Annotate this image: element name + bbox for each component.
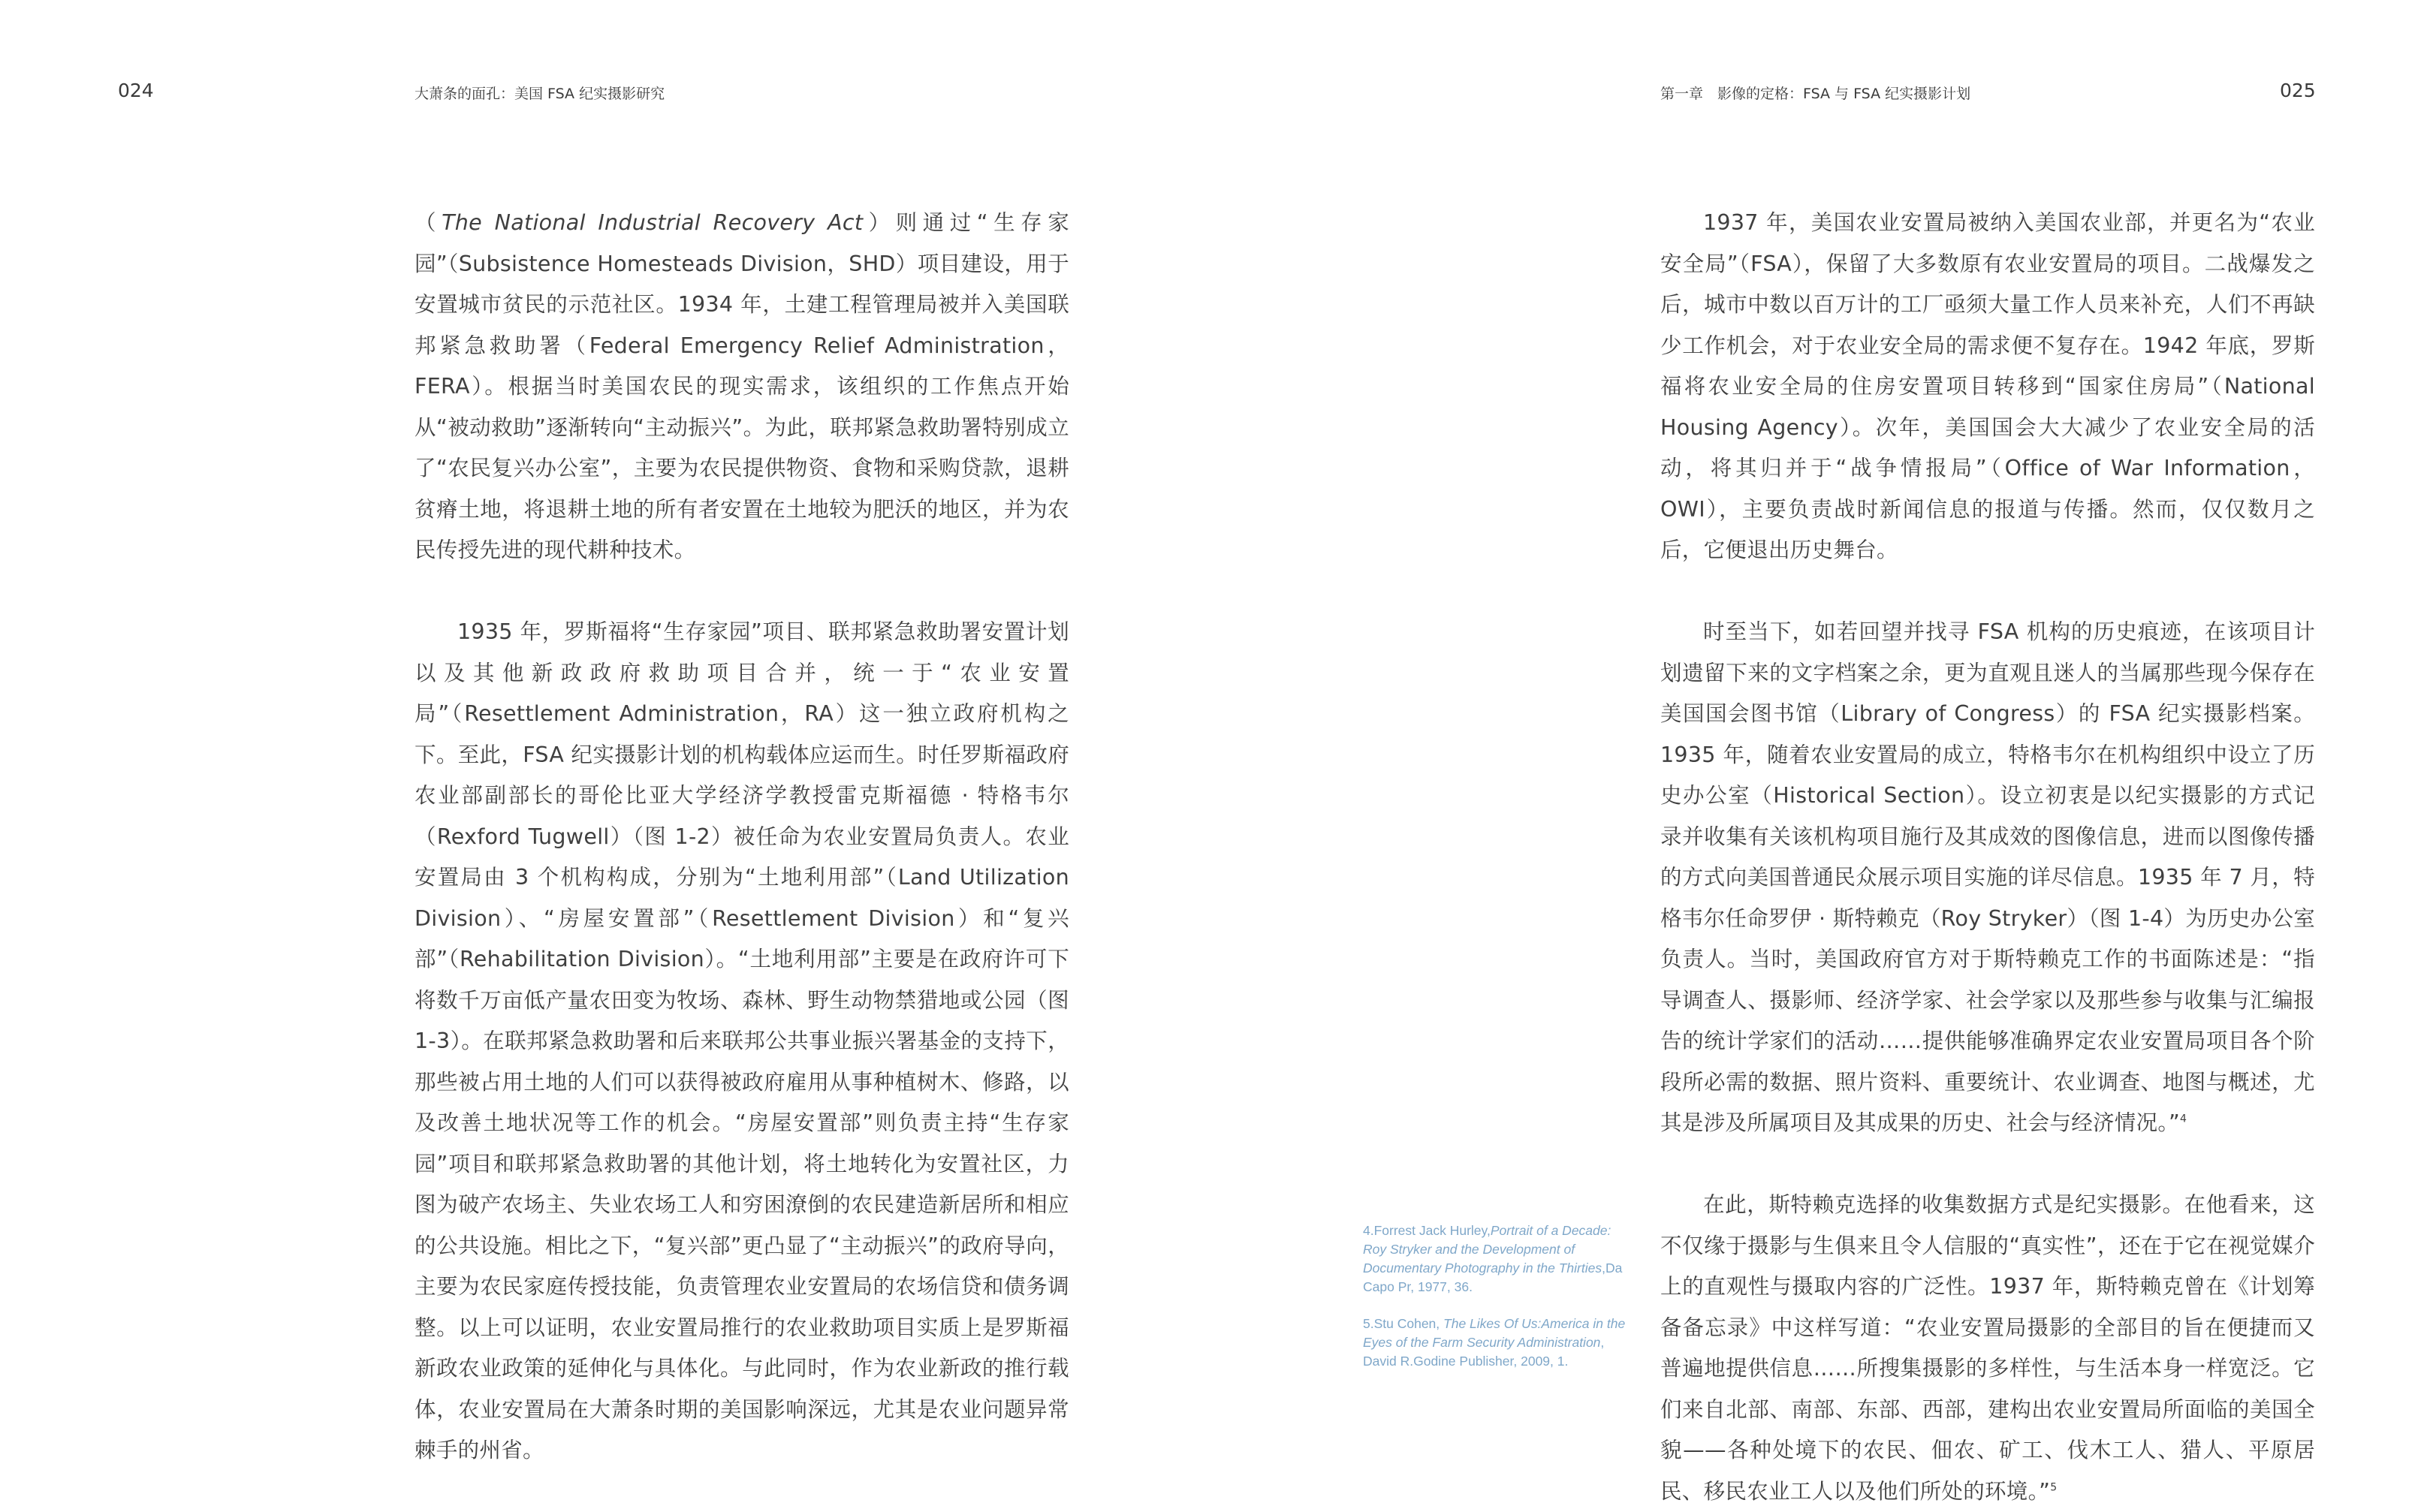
footnote-5: 5.Stu Cohen, The Likes Of Us:America in the Eyes of the Farm Security Administration, David R.Godine Publisher, 2009, 1. <box>1363 1316 1626 1369</box>
footnote-4: 4.Forrest Jack Hurley,Portrait of a Decade: Roy Stryker and the Development of Documentary Photography in the Thirties,Da Capo Pr, 1977, 36. <box>1363 1223 1623 1294</box>
left-paragraph-1: （The National Industrial Recovery Act）则通过“生存家园”（Subsistence Homesteads Division，SHD）项目建设，用于安置城市贫民的示范社区。1934 年，土建工程管理局被并入美国联邦紧急救助署（Federal Emergency Relief Administration，FERA）。根据当时美国农民的现实需求，该组织的工作焦点开始从“被动救助”逐渐转向“主动振兴”。为此，联邦紧急救助署特别成立了“农民复兴办公室”，主要为农民提供物资、食物和采购贷款，退耕贫瘠土地，将退耕土地的所有者安置在土地较为肥沃的地区，并为农民传授先进的现代耕种技术。 <box>415 210 1069 562</box>
footnotes <box>1363 1221 1635 1389</box>
footnote-ref-5: 5 <box>2050 1481 2058 1493</box>
left-paragraph-2: 1935 年，罗斯福将“生存家园”项目、联邦紧急救助署安置计划以及其他新政政府救助项目合并，统一于“农业安置局”（Resettlement Administration，RA）这一独立政府机构之下。至此，FSA 纪实摄影计划的机构载体应运而生。时任罗斯福政府农业部副部长的哥伦比亚大学经济学教授雷克斯福德 · 特格韦尔（Rexford Tugwell）（图 1-2）被任命为农业安置局负责人。农业安置局由 3 个机构构成，分别为“土地利用部”（Land Utilization Division）、“房屋安置部”（Resettlement Division）和“复兴部”（Rehabilitation Division）。“土地利用部”主要是在政府许可下将数千万亩低产量农田变为牧场、森林、野生动物禁猎地或公园（图 1-3）。在联邦紧急救助署和后来联邦公共事业振兴署基金的支持下，那些被占用土地的人们可以获得被政府雇用从事种植树木、修路，以及改善土地状况等工作的机会。“房屋安置部”则负责主持“生存家园”项目和联邦紧急救助署的其他计划，将土地转化为安置社区，力图为破产农场主、失业农场工人和穷困潦倒的农民建造新居所和相应的公共设施。相比之下，“复兴部”更凸显了“主动振兴”的政府导向，主要为农民家庭传授技能，负责管理农业安置局的农场信贷和债务调整。以上可以证明，农业安置局推行的农业救助项目实质上是罗斯福新政农业政策的延伸化与具体化。与此同时，作为农业新政的推行载体，农业安置局在大萧条时期的美国影响深远，尤其是农业问题异常棘手的州省。 <box>415 619 1069 1462</box>
act-title: The National Industrial Recovery Act <box>442 210 864 235</box>
right-page-number: 025 <box>2280 80 2316 101</box>
right-paragraph-1: 1937 年，美国农业安置局被纳入美国农业部，并更名为“农业安全局”（FSA），保留了大多数原有农业安置局的项目。二战爆发之后，城市中数以百万计的工厂亟须大量工作人员来补充，人们不再缺少工作机会，对于农业安全局的需求便不复存在。1942 年底，罗斯福将农业安全局的住房安置项目转移到“国家住房局”（National Housing Agency）。次年，美国国会大大减少了农业安全局的活动，将其归并于“战争情报局”（Office of War Information，OWI），主要负责战时新闻信息的报道与传播。然而，仅仅数月之后，它便退出历史舞台。 <box>1660 210 2315 562</box>
right-paragraph-3: 在此，斯特赖克选择的收集数据方式是纪实摄影。在他看来，这不仅缘于摄影与生俱来且令人信服的“真实性”，还在于它在视觉媒介上的直观性与摄取内容的广泛性。1937 年，斯特赖克曾在《计划筹备备忘录》中这样写道：“农业安置局摄影的全部目的旨在便捷而又普遍地提供信息……所搜集摄影的多样性，与生活本身一样宽泛。它们来自北部、南部、东部、西部，建构出农业安置局所面临的美国全貌——各种处境下的农民、佃农、矿工、伐木工人、猎人、平原居民、移民农业工人以及他们所处的环境。”$^5$ <box>1660 1192 2315 1504</box>
right-body-text <box>1660 203 2315 1512</box>
right-paragraph-2: 时至当下，如若回望并找寻 FSA 机构的历史痕迹，在该项目计划遗留下来的文字档案之余，更为直观且迷人的当属那些现今保存在美国国会图书馆（Library of Congress）的 FSA 纪实摄影档案。1935 年，随着农业安置局的成立，特格韦尔在机构组织中设立了历史办公室（Historical Section）。设立初衷是以纪实摄影的方式记录并收集有关该机构项目施行及其成效的图像信息，进而以图像传播的方式向美国普通民众展示项目实施的详尽信息。1935 年 7 月，特格韦尔任命罗伊 · 斯特赖克（Roy Stryker）（图 1-4）为历史办公室负责人。当时，美国政府官方对于斯特赖克工作的书面陈述是：“指导调查人、摄影师、经济学家、社会学家以及那些参与收集与汇编报告的统计学家们的活动……提供能够准确界定农业安置局项目各个阶段所必需的数据、照片资料、重要统计、农业调查、地图与概述，尤其是涉及所属项目及其成果的历史、社会与经济情况。”$^4$ <box>1660 619 2316 1135</box>
left-body-text <box>415 203 1069 1471</box>
footnote-ref-4: 4 <box>2180 1113 2187 1125</box>
left-running-header: 大萧条的面孔：美国 FSA 纪实摄影研究 <box>415 86 665 102</box>
left-page-number: 024 <box>118 80 154 101</box>
right-running-header: 第一章 影像的定格：FSA 与 FSA 纪实摄影计划 <box>1660 86 1971 102</box>
